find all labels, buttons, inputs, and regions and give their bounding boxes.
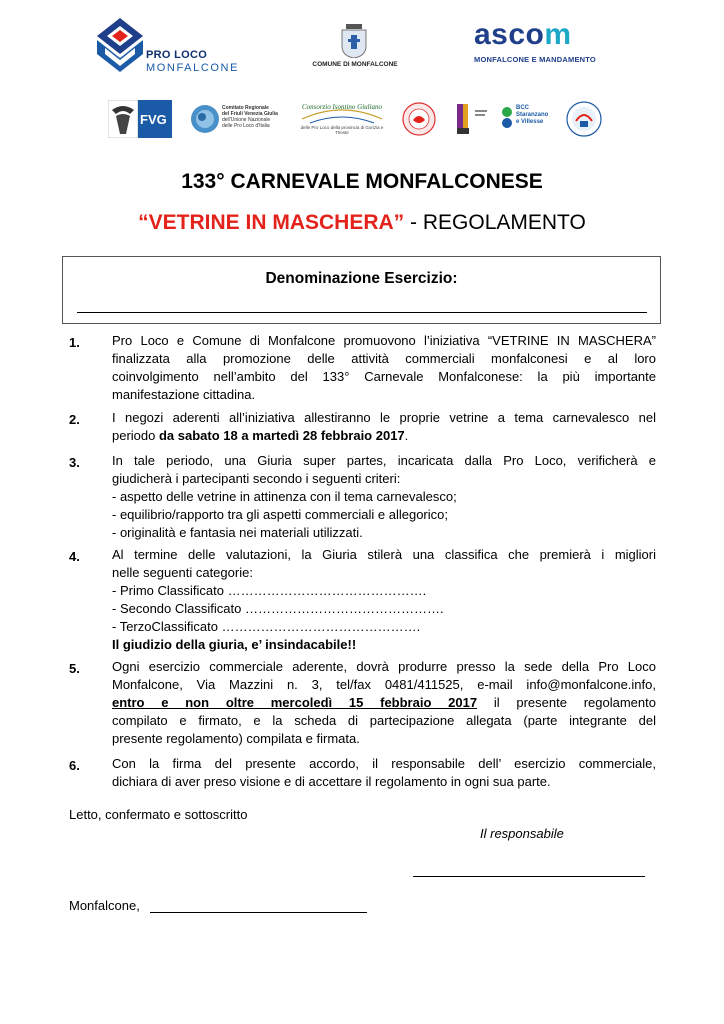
monfalcone-label: Monfalcone,: [69, 898, 140, 913]
ascom-logo: ascom: [474, 18, 572, 51]
denominazione-box: [62, 256, 661, 324]
letto-confermato: Letto, confermato e sottoscritto: [69, 807, 248, 822]
pro-loco-logo-icon: [97, 18, 143, 76]
article-2-text: I negozi aderenti all’iniziativa allestiranno le proprie vetrine a tema carnevalesco nel periodo da sabato 18 a martedì 28 febbraio 2017.: [112, 410, 656, 443]
article-number: 3.: [69, 455, 80, 470]
signature-line[interactable]: [413, 876, 645, 877]
article-1-text: Pro Loco e Comune di Monfalcone promuovono l’iniziativa “VETRINE IN MASCHERA” finalizzata alla promozione delle attività commerciali monfalconesi e al loro coinvolgimento nell’ambito del 133° Carnevale Monfalconese: la più importante manifestazione cittadina.: [112, 333, 656, 402]
bcc-logo-icon: [500, 106, 514, 130]
denominazione-label: Denominazione Esercizio:: [265, 270, 458, 287]
carnevale-badge-icon: [402, 102, 436, 136]
article-3-text: In tale periodo, una Giuria super partes, incaricata dalla Pro Loco, verificherà e giudicherà i partecipanti secondo i seguenti criteri: - aspetto delle vetrine in attinenza con il tema carnevalesco; - equilibrio/rapporto tra gli aspetti commerciali e allegorico; - originalità e fantasia nei materiali utilizzati.: [112, 453, 656, 540]
article-number: 2.: [69, 412, 80, 427]
comitato-label: Comitato Regionale del Friuli Venezia Giulia dell'Unione Nazionale delle Pro Loco d'Italia: [222, 105, 278, 129]
mascot-icon: [453, 102, 489, 136]
pro-loco-title: PRO LOCO: [146, 49, 208, 61]
comune-label: COMUNE DI MONFALCONE: [312, 61, 398, 68]
ascom-subtitle: MONFALCONE E MANDAMENTO: [474, 55, 596, 64]
denominazione-field-line[interactable]: [77, 312, 647, 313]
date-line[interactable]: [150, 912, 367, 913]
main-title: 133° CARNEVALE MONFALCONESE: [181, 170, 543, 193]
responsabile-label: Il responsabile: [480, 826, 564, 841]
article-number: 6.: [69, 758, 80, 773]
article-5-text: Ogni esercizio commerciale aderente, dovrà produrre presso la sede della Pro Loco Monfalcone, Via Mazzini n. 3, tel/fax 0481/411525, e-mail info@monfalcone.info, entro e non oltre mercoledì 15 febbraio 2017 il presente regolamento compilato e firmato, e la scheda di partecipazione allegata (parte integrante del presente regolamento) compilata e firmata.: [112, 659, 656, 746]
article-number: 5.: [69, 661, 80, 676]
article-number: 4.: [69, 549, 80, 564]
sub-title: “VETRINE IN MASCHERA” - REGOLAMENTO: [138, 211, 586, 234]
globe-icon: [190, 104, 220, 134]
consorzio-title: Consorzio Isontino Giuliano: [301, 103, 383, 111]
comune-crest-icon: [340, 24, 368, 58]
article-6-text: Con la firma del presente accordo, il responsabile dell’ esercizio commerciale, dichiara di aver preso visione e di accettare il regolamento in ogni sua parte.: [112, 756, 656, 789]
made-in-badge-icon: [566, 101, 602, 137]
consorzio-subtitle: delle Pro Loco della provincia di Gorizia e Trieste: [300, 125, 384, 135]
article-number: 1.: [69, 335, 80, 350]
fvg-label: FVG: [140, 112, 167, 127]
bcc-label: BCC Staranzano e Villesse: [516, 105, 549, 125]
article-4-text: Al termine delle valutazioni, la Giuria stilerà una classifica che premierà i migliori nelle seguenti categorie: - Primo Classificato ………………………………………. - Secondo Classificato ………………………………………. - TerzoClassificato ………………………………………. Il giudizio della giuria, e’ insindacabile!!: [112, 547, 656, 652]
pro-loco-subtitle: MONFALCONE: [146, 62, 240, 74]
